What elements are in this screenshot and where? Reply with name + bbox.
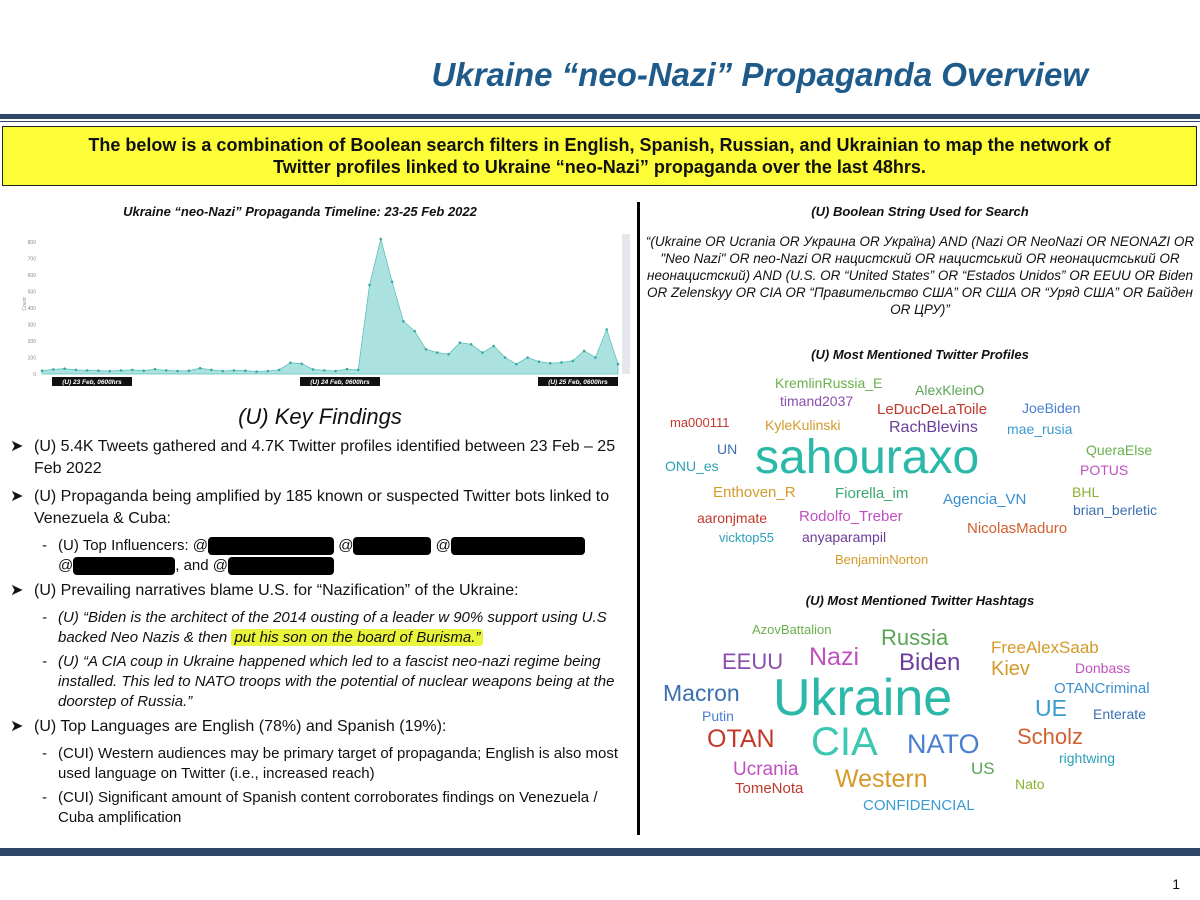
profile-word: Rodolfo_Treber xyxy=(799,508,903,525)
profile-word: brian_berletic xyxy=(1073,502,1158,518)
profile-word: Fiorella_im xyxy=(835,485,909,502)
boolean-string: “(Ukraine OR Ucrania OR Украина OR Україна) AND (Nazi OR NeoNazi OR NEONAZI OR "Neo Nazi" OR neo-Nazi OR нацистский OR нацистський OR неонацистський OR неонацистский) AND (U.S. OR “United States” OR “Estados Unidos” OR EEUU OR Biden OR Zelenskyy OR CIA OR “Правительство США” OR США OR “Уряд США” OR Байден OR ЦРУ)” xyxy=(645,234,1195,317)
finding-1-text: (U) 5.4K Tweets gathered and 4.7K Twitter profiles identified between 23 Feb – 25 Feb 2022 xyxy=(34,438,616,477)
timeline-title: Ukraine “neo-Nazi” Propaganda Timeline: 23-25 Feb 2022 xyxy=(123,204,477,219)
profile-word: Enthoven_R xyxy=(713,484,796,501)
data-point xyxy=(323,369,326,372)
page-title: Ukraine “neo-Nazi” Propaganda Overview xyxy=(431,56,1088,93)
profile-word: vicktop55 xyxy=(719,530,774,545)
at-sign: @ xyxy=(338,537,354,554)
finding-bullet-4 xyxy=(10,716,635,738)
profile-word: JoeBiden xyxy=(1022,400,1081,416)
y-tick-label: 600 xyxy=(27,273,36,280)
data-point xyxy=(131,369,134,372)
hashtag-word: AzovBattalion xyxy=(752,622,832,637)
data-point xyxy=(380,238,383,241)
data-point xyxy=(312,368,315,371)
hashtag-word: Scholz xyxy=(1017,724,1084,749)
data-point xyxy=(142,369,145,372)
finding-4-text: (U) Top Languages are English (78%) and Spanish (19%): xyxy=(34,718,447,735)
hashtag-word: TomeNota xyxy=(735,780,804,797)
data-point xyxy=(402,320,405,323)
hashtag-word: Biden xyxy=(899,649,961,676)
data-point xyxy=(447,353,450,356)
data-point xyxy=(391,280,394,283)
data-point xyxy=(210,369,213,372)
finding-3-text: (U) Prevailing narratives blame U.S. for “Nazification” of the Ukraine: xyxy=(34,582,519,599)
data-point xyxy=(108,370,111,373)
quote-2-text: (U) “A CIA coup in Ukraine happened which led to a fascist neo-nazi regime being installed. This led to NATO troops with the potential of nuclear weapons being at the doorstep of Russia.” xyxy=(58,653,615,710)
profile-word: UN xyxy=(717,441,738,457)
data-point xyxy=(233,369,236,372)
profile-word: ma000111 xyxy=(670,415,730,430)
timeline-chart-svg xyxy=(20,228,630,388)
quote-1-highlight: put his son on the board of Burisma.” xyxy=(231,629,483,646)
redacted-handle xyxy=(228,557,334,575)
data-point xyxy=(176,370,179,373)
hashtag-word: US xyxy=(971,759,995,778)
hashtag-word: rightwing xyxy=(1059,750,1116,766)
data-point xyxy=(63,367,66,370)
y-tick-label: 200 xyxy=(27,339,36,346)
data-point xyxy=(492,345,495,348)
hashtag-word: CONFIDENCIAL xyxy=(863,797,975,814)
data-point xyxy=(357,369,360,372)
hashtag-word: Western xyxy=(835,765,928,793)
data-point xyxy=(120,369,123,372)
y-tick-label: 0 xyxy=(33,372,36,378)
language-note-2 xyxy=(10,788,635,828)
dash-bullet: - xyxy=(42,745,47,762)
profile-word: mae_rusia xyxy=(1007,421,1073,437)
hashtag-word: FreeAlexSaab xyxy=(991,638,1099,657)
scrollbar-track xyxy=(622,234,630,374)
profile-word: ONU_es xyxy=(665,458,719,474)
top-influencers xyxy=(10,536,635,576)
data-point xyxy=(300,362,303,365)
data-point xyxy=(52,368,55,371)
at-sign: @ xyxy=(192,537,209,554)
y-tick-label: 300 xyxy=(27,322,36,329)
arrow-bullet-icon: ➤ xyxy=(10,488,24,505)
hashtag-word: CIA xyxy=(811,720,878,764)
profile-word: Agencia_VN xyxy=(943,491,1027,508)
narrative-quote-1 xyxy=(10,608,635,648)
data-point xyxy=(470,343,473,346)
finding-2-text: (U) Propaganda being amplified by 185 known or suspected Twitter bots linked to Venezuela & Cuba: xyxy=(34,488,610,527)
data-point xyxy=(572,360,575,363)
data-point xyxy=(255,370,258,373)
influencers-label: (U) Top Influencers: xyxy=(58,537,193,554)
hashtag-word: Ukraine xyxy=(773,669,953,727)
date-label: (U) 24 Feb, 0600hrs xyxy=(310,379,370,386)
hashtags-title: (U) Most Mentioned Twitter Hashtags xyxy=(805,593,1035,608)
redacted-handle xyxy=(208,537,334,555)
language-note-1 xyxy=(10,744,635,784)
date-label: (U) 25 Feb, 0600hrs xyxy=(548,379,608,386)
finding-bullet-1 xyxy=(10,436,635,480)
redacted-handle xyxy=(353,537,431,555)
hashtags-word-cloud xyxy=(645,620,1200,820)
profile-word: anyaparampil xyxy=(802,529,887,545)
hashtag-word: Nato xyxy=(1015,776,1045,792)
key-findings-list xyxy=(10,436,635,832)
profile-word: RachBlevins xyxy=(889,419,978,436)
y-axis-label: Count xyxy=(22,297,28,311)
finding-bullet-3 xyxy=(10,580,635,602)
data-point xyxy=(504,356,507,359)
narrative-quote-2 xyxy=(10,652,635,712)
hashtag-word: NATO xyxy=(907,729,980,759)
y-tick-label: 700 xyxy=(27,256,36,263)
data-point xyxy=(154,368,157,371)
data-point xyxy=(549,362,552,365)
hashtag-word: Macron xyxy=(663,680,740,706)
footer-rule xyxy=(0,848,1200,856)
hashtag-word: Donbass xyxy=(1075,660,1131,676)
data-point xyxy=(97,369,100,372)
at-sign: @ xyxy=(58,557,74,574)
data-point xyxy=(199,367,202,370)
data-point xyxy=(413,330,416,333)
data-point xyxy=(538,360,541,363)
y-tick-label: 800 xyxy=(27,240,36,247)
redacted-handle xyxy=(451,537,585,555)
y-tick-label: 400 xyxy=(27,306,36,313)
profile-word: BenjaminNorton xyxy=(835,552,929,567)
header-rule-thin xyxy=(0,121,1200,122)
data-point xyxy=(334,370,337,373)
data-point xyxy=(617,363,620,366)
data-point xyxy=(165,369,168,372)
y-tick-label: 500 xyxy=(27,289,36,296)
data-point xyxy=(75,369,78,372)
profiles-word-cloud xyxy=(645,372,1200,572)
data-point xyxy=(560,361,563,364)
profile-word: NicolasMaduro xyxy=(967,520,1068,537)
profiles-title: (U) Most Mentioned Twitter Profiles xyxy=(811,347,1029,362)
data-point xyxy=(278,369,281,372)
summary-banner xyxy=(2,126,1197,186)
dash-bullet: - xyxy=(42,653,47,670)
banner-line-1: The below is a combination of Boolean search filters in English, Spanish, Russian, and Ukrainian to map the network of xyxy=(88,135,1111,155)
header-rule xyxy=(0,114,1200,119)
banner-line-2: Twitter profiles linked to Ukraine “neo-Nazi” propaganda over the last 48hrs. xyxy=(273,157,926,177)
profile-word: QueraElse xyxy=(1086,442,1153,458)
data-point xyxy=(86,369,89,372)
dash-bullet: - xyxy=(42,609,47,626)
data-point xyxy=(425,348,428,351)
language-note-1-text: (CUI) Western audiences may be primary target of propaganda; English is also most used language on Twitter (i.e., increased reach) xyxy=(58,745,618,782)
timeline-chart xyxy=(20,228,630,388)
data-point xyxy=(481,351,484,354)
redacted-handle xyxy=(73,557,175,575)
data-point xyxy=(267,370,270,373)
area-series xyxy=(42,239,618,374)
hashtag-word: OTANCriminal xyxy=(1054,680,1150,697)
data-point xyxy=(594,356,597,359)
data-point xyxy=(583,350,586,353)
column-divider xyxy=(637,202,640,835)
data-point xyxy=(289,362,292,365)
hashtag-word: Kiev xyxy=(991,658,1030,680)
profile-word: BHL xyxy=(1072,484,1100,500)
profile-word: LeDucDeLaToile xyxy=(877,401,988,418)
hashtag-word: Nazi xyxy=(809,643,860,671)
and-text: , and @ xyxy=(175,557,228,574)
hashtag-word: EEUU xyxy=(722,649,784,674)
at-sign: @ xyxy=(435,537,451,554)
profile-word: sahouraxo xyxy=(755,431,980,484)
boolean-title: (U) Boolean String Used for Search xyxy=(811,204,1029,219)
hashtag-word: Ucrania xyxy=(733,759,799,780)
profile-word: POTUS xyxy=(1080,462,1129,478)
key-findings-title: (U) Key Findings xyxy=(238,404,402,429)
date-label: (U) 23 Feb, 0600hrs xyxy=(62,379,122,386)
profile-word: aaronjmate xyxy=(697,510,768,526)
arrow-bullet-icon: ➤ xyxy=(10,718,24,735)
data-point xyxy=(221,370,224,373)
profile-word: KremlinRussia_E xyxy=(775,375,883,391)
dash-bullet: - xyxy=(42,537,47,554)
data-point xyxy=(459,341,462,344)
y-tick-label: 100 xyxy=(27,355,36,362)
hashtag-word: Enterate xyxy=(1093,706,1146,722)
data-point xyxy=(346,368,349,371)
arrow-bullet-icon: ➤ xyxy=(10,438,24,455)
arrow-bullet-icon: ➤ xyxy=(10,582,24,599)
hashtag-word: UE xyxy=(1035,695,1067,721)
profile-word: KyleKulinski xyxy=(765,417,841,433)
data-point xyxy=(188,369,191,372)
data-point xyxy=(244,369,247,372)
data-point xyxy=(515,363,518,366)
data-point xyxy=(436,351,439,354)
dash-bullet: - xyxy=(42,789,47,806)
data-point xyxy=(368,284,371,287)
language-note-2-text: (CUI) Significant amount of Spanish content corroborates findings on Venezuela / Cuba amplification xyxy=(58,789,598,826)
data-point xyxy=(526,356,529,359)
page-number: 1 xyxy=(1172,876,1180,892)
data-point xyxy=(605,328,608,331)
finding-bullet-2 xyxy=(10,486,635,530)
profile-word: timand2037 xyxy=(780,393,854,409)
hashtag-word: Putin xyxy=(702,708,734,724)
hashtag-word: Russia xyxy=(881,625,949,650)
profile-word: AlexKleinO xyxy=(915,382,985,398)
hashtag-word: OTAN xyxy=(707,725,775,753)
data-point xyxy=(41,369,44,372)
quote-1-text: (U) “Biden is the architect of the 2014 ousting of a leader w 90% support using U.S backed Neo Nazis & then xyxy=(58,609,607,646)
